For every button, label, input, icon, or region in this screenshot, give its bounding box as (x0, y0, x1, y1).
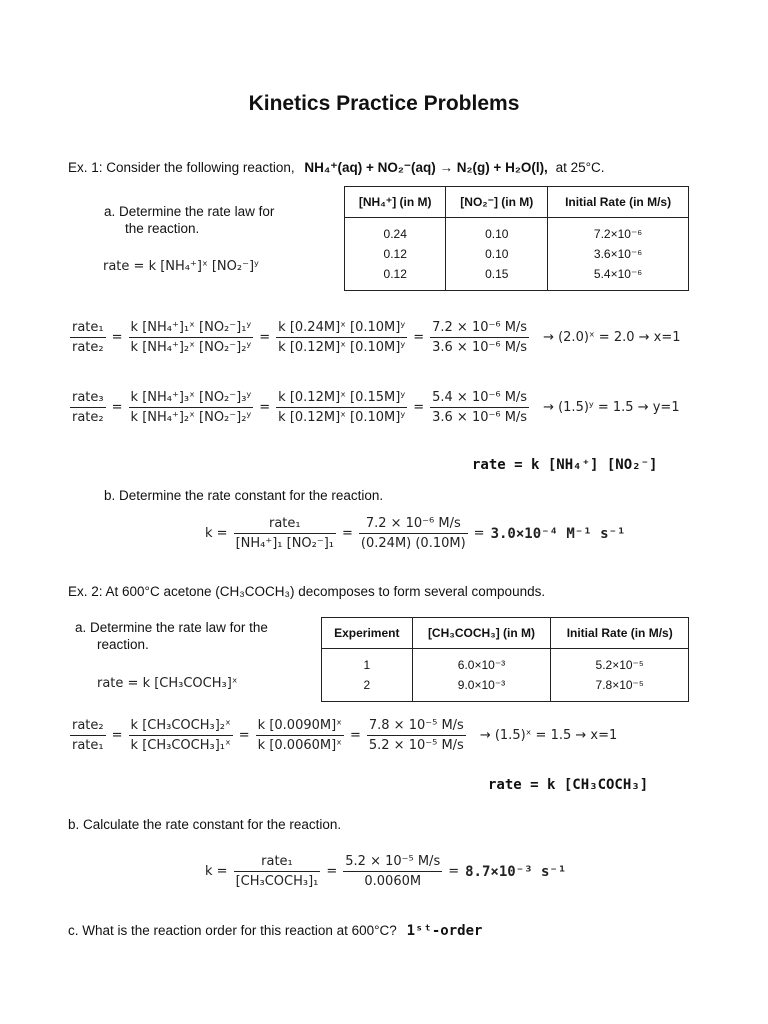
ex1-reaction: NH₄⁺(aq) + NO₂⁻(aq) → N₂(g) + H₂O(l), (304, 160, 548, 175)
numerator: rate₃ (70, 390, 106, 408)
ex2-ratio (70, 718, 617, 753)
fraction (276, 390, 407, 425)
equals: = (111, 728, 123, 743)
ex1-b-label: b. Determine the rate constant for the reaction. (104, 488, 384, 503)
table-cell-rate (551, 649, 689, 702)
numerator: 7.8 × 10⁻⁵ M/s (367, 718, 466, 736)
ex2-a-label: a. Determine the rate law for the (75, 620, 268, 635)
ex2-rate-law-answer: rate = k [CH₃COCH₃] (488, 777, 649, 793)
numerator: rate₁ (234, 854, 321, 872)
ex1-rate-law-answer: rate = k [NH₄⁺] [NO₂⁻] (472, 457, 658, 473)
equals: = (413, 330, 425, 345)
ex2-k-calc (205, 854, 566, 889)
table-header: Initial Rate (in M/s) (551, 618, 689, 649)
numerator: 7.2 × 10⁻⁶ M/s (430, 320, 529, 338)
denominator: k [0.12M]ˣ [0.10M]ʸ (278, 340, 406, 355)
cell-value: 0.15 (485, 267, 509, 281)
denominator: [CH₃COCH₃]₁ (235, 874, 319, 889)
fraction (343, 854, 442, 889)
fraction (430, 320, 529, 355)
equals: = (342, 526, 353, 541)
equals: = (238, 728, 250, 743)
cell-value: 0.12 (383, 247, 407, 261)
fraction (359, 516, 468, 551)
equals: = (413, 400, 425, 415)
fraction (70, 718, 106, 753)
k-answer: 8.7×10⁻³ s⁻¹ (465, 863, 567, 880)
table-header: [NH₄⁺] (in M) (345, 187, 446, 218)
denominator: rate₂ (72, 410, 104, 425)
ratio-result: → (1.5)ʸ = 1.5 → y=1 (543, 400, 680, 415)
denominator: k [NH₄⁺]₂ˣ [NO₂⁻]₂ʸ (130, 340, 252, 355)
denominator: 5.2 × 10⁻⁵ M/s (368, 738, 464, 753)
table-cell-rate (548, 218, 689, 291)
table-cell-experiment (322, 649, 413, 702)
ratio-result: → (2.0)ˣ = 2.0 → x=1 (543, 330, 681, 345)
table-header-row (322, 618, 689, 649)
cell-value: 7.2×10⁻⁶ (593, 227, 643, 241)
numerator: k [0.12M]ˣ [0.15M]ʸ (276, 390, 407, 408)
numerator: k [0.0090M]ˣ (256, 718, 344, 736)
fraction (276, 320, 407, 355)
equals: = (448, 864, 460, 879)
table-header: [CH₃COCH₃] (in M) (412, 618, 551, 649)
equals: = (259, 400, 271, 415)
cell-value: 0.10 (485, 227, 509, 241)
equals: = (349, 728, 361, 743)
denominator: 3.6 × 10⁻⁶ M/s (432, 340, 528, 355)
table-header: [NO₂⁻] (in M) (446, 187, 548, 218)
k-answer: 3.0×10⁻⁴ M⁻¹ s⁻¹ (490, 525, 626, 542)
table-cell-nh4 (345, 218, 446, 291)
cell-value: 0.24 (383, 227, 407, 241)
numerator: rate₁ (234, 516, 336, 534)
fraction (70, 320, 106, 355)
ex2-c (68, 923, 482, 939)
fraction (234, 516, 336, 551)
fraction (129, 390, 254, 425)
ex1-temp: at 25°C. (555, 160, 605, 175)
fraction (234, 854, 321, 889)
denominator: (0.24M) (0.10M) (360, 536, 466, 551)
ex2-c-answer: 1ˢᵗ-order (406, 923, 483, 939)
table-row (322, 649, 689, 702)
equals: = (259, 330, 271, 345)
numerator: k [CH₃COCH₃]₂ˣ (129, 718, 233, 736)
fraction (430, 390, 529, 425)
denominator: k [CH₃COCH₃]₁ˣ (130, 738, 231, 753)
denominator: k [0.12M]ˣ [0.10M]ʸ (278, 410, 406, 425)
ex2-b-label: b. Calculate the rate constant for the reaction. (68, 817, 342, 832)
equals: = (111, 330, 123, 345)
page-title: Kinetics Practice Problems (248, 92, 520, 115)
cell-value: 9.0×10⁻³ (457, 678, 506, 692)
equals: = (326, 864, 338, 879)
denominator: rate₁ (72, 738, 104, 753)
cell-value: 5.2×10⁻⁵ (595, 658, 644, 672)
table-row (345, 218, 689, 291)
fraction (70, 390, 106, 425)
ex2-rate-law-general: rate = k [CH₃COCH₃]ˣ (97, 676, 238, 691)
table-header: Initial Rate (in M/s) (548, 187, 689, 218)
fraction (256, 718, 344, 753)
denominator: k [NH₄⁺]₂ˣ [NO₂⁻]₂ʸ (130, 410, 252, 425)
denominator: k [0.0060M]ˣ (257, 738, 342, 753)
numerator: k [NH₄⁺]₁ˣ [NO₂⁻]₁ʸ (129, 320, 254, 338)
fraction (129, 320, 254, 355)
ex2-intro: Ex. 2: At 600°C acetone (CH₃COCH₃) decomposes to form several compounds. (68, 584, 546, 599)
equals: = (473, 526, 485, 541)
ex1-intro-text: Ex. 1: Consider the following reaction, (68, 160, 295, 175)
numerator: 5.2 × 10⁻⁵ M/s (343, 854, 442, 872)
k-equals: k = (205, 864, 228, 879)
numerator: 5.4 × 10⁻⁶ M/s (430, 390, 529, 408)
ex1-k-calc (205, 516, 625, 551)
k-equals: k = (205, 526, 228, 541)
table-header: Experiment (322, 618, 413, 649)
numerator: k [0.24M]ˣ [0.10M]ʸ (276, 320, 407, 338)
table-cell-concentration (412, 649, 551, 702)
table-header-row (345, 187, 689, 218)
numerator: rate₂ (70, 718, 106, 736)
ex1-ratio-1 (70, 320, 681, 355)
fraction (367, 718, 466, 753)
cell-value: 6.0×10⁻³ (457, 658, 506, 672)
ex1-intro (68, 160, 605, 176)
numerator: rate₁ (70, 320, 106, 338)
table-cell-no2 (446, 218, 548, 291)
denominator: 0.0060M (364, 874, 422, 889)
ex1-rate-law-general: rate = k [NH₄⁺]ˣ [NO₂⁻]ʸ (103, 259, 259, 274)
cell-value: 2 (363, 678, 371, 692)
cell-value: 5.4×10⁻⁶ (593, 267, 643, 281)
denominator: [NH₄⁺]₁ [NO₂⁻]₁ (235, 536, 335, 551)
fraction (129, 718, 233, 753)
equals: = (111, 400, 123, 415)
ex1-data-table (344, 186, 689, 291)
cell-value: 7.8×10⁻⁵ (595, 678, 644, 692)
ex2-data-table (321, 617, 689, 702)
denominator: rate₂ (72, 340, 104, 355)
ex2-a-label-2: reaction. (97, 637, 149, 652)
ex2-c-label: c. What is the reaction order for this reaction at 600°C? (68, 923, 397, 938)
ex1-ratio-2 (70, 390, 680, 425)
cell-value: 3.6×10⁻⁶ (593, 247, 643, 261)
ex1-a-label-2: the reaction. (125, 221, 200, 236)
numerator: k [NH₄⁺]₃ˣ [NO₂⁻]₃ʸ (129, 390, 254, 408)
numerator: 7.2 × 10⁻⁶ M/s (359, 516, 468, 534)
cell-value: 1 (363, 658, 371, 672)
cell-value: 0.12 (383, 267, 407, 281)
cell-value: 0.10 (485, 247, 509, 261)
ratio-result: → (1.5)ˣ = 1.5 → x=1 (479, 728, 618, 743)
ex1-a-label: a. Determine the rate law for (104, 204, 275, 219)
denominator: 3.6 × 10⁻⁶ M/s (432, 410, 528, 425)
